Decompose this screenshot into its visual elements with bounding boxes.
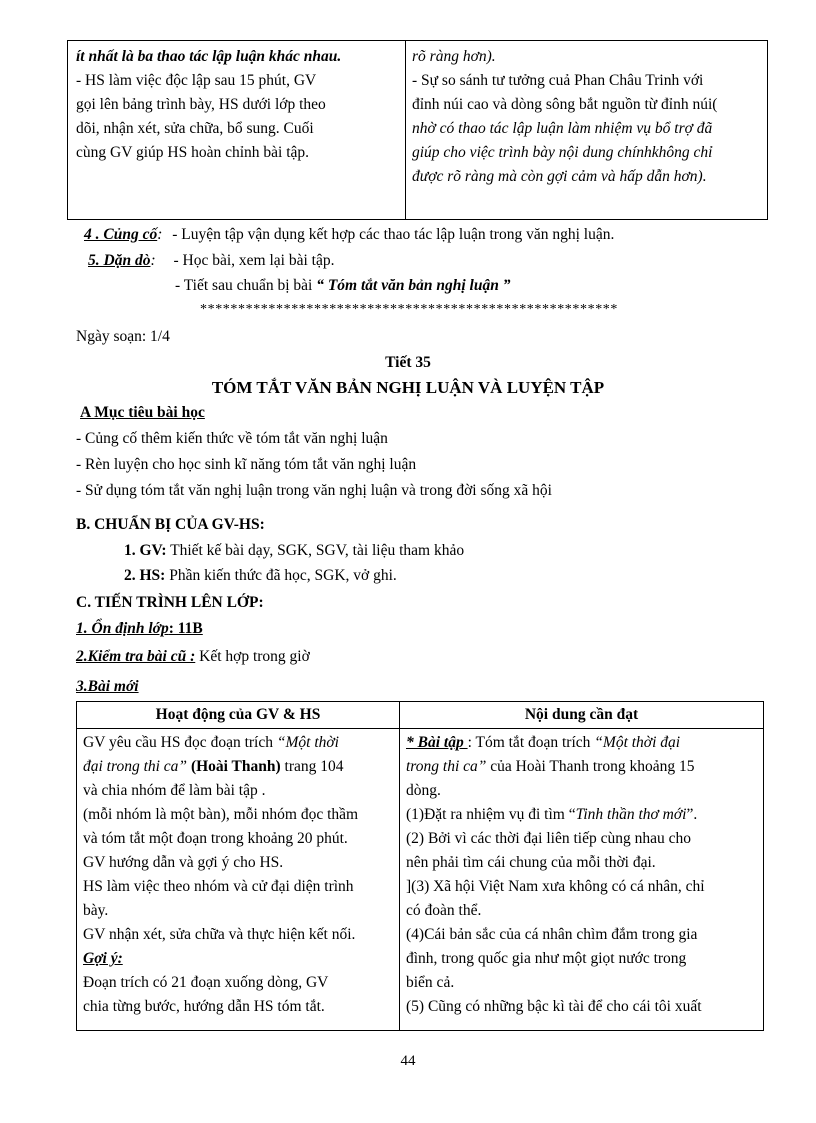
section-b-heading: B. CHUẨN BỊ CỦA GV-HS: [76,516,265,533]
section-b-gv [124,542,464,560]
top-left-line-5: cùng GV giúp HS hoàn chỉnh bài tập. [76,144,310,161]
left-line-4: (mỗi nhóm là một bàn), mỗi nhóm đọc thầm [83,806,359,823]
right-line-8: có đoàn thể. [406,902,482,919]
left-line-2 [83,755,393,779]
left-line-6: GV hướng dẫn và gợi ý cho HS. [83,854,284,871]
right-line-5: (2) Bởi vì các thời đại liên tiếp cùng nhau cho [406,830,691,847]
right-line-4-c: ”. [686,806,698,823]
section-a-item-1: - Củng cố thêm kiến thức về tóm tắt văn nghị luận [76,430,388,447]
top-table-left-cell [68,41,406,220]
separator: ******************************************************* [200,302,618,317]
right-line-2-a: trong thi ca” [406,758,487,775]
section-b-gv-text: Thiết kế bài dạy, SGK, SGV, tài liệu tham khảo [166,542,465,559]
section-b-hs-label: 2. HS: [124,567,166,584]
left-line-10: Gợi ý: [83,950,123,967]
step-1-label: 1. Ổn định lớp [76,620,169,637]
step-2 [76,648,310,666]
section-b-hs-text: Phần kiến thức đã học, SGK, vở ghi. [165,567,397,584]
top-right-line-1: rõ ràng hơn). [412,48,496,65]
left-line-5: và tóm tắt một đoạn trong khoảng 20 phút. [83,830,348,847]
right-line-10: đình, trong quốc gia như một giọt nước trong [406,950,687,967]
right-line-1-label: * Bài tập [406,734,468,751]
section-a-heading: A Mục tiêu bài học [80,404,205,421]
left-line-7: HS làm việc theo nhóm và cử đại diện trình [83,878,354,895]
step-2-value: Kết hợp trong giờ [195,648,310,665]
date-line: Ngày soạn: 1/4 [76,328,170,345]
step-3: 3.Bài mới [76,678,139,695]
homework-text-1: - Học bài, xem lại bài tập. [173,252,335,269]
right-line-1 [406,731,757,755]
top-left-line-4: dõi, nhận xét, sửa chữa, bổ sung. Cuối [76,120,314,137]
right-line-6: nên phải tìm cái chung của mỗi thời đại. [406,854,656,871]
lesson-table-right-cell [400,729,764,1031]
consolidate-text: - Luyện tập vận dụng kết hợp các thao tác lập luận trong văn nghị luận. [172,226,615,243]
top-right-line-3: đỉnh núi cao và dòng sông bắt nguồn từ đỉnh núi( [412,96,718,113]
top-left-line-1: ít nhất là ba thao tác lập luận khác nhau. [76,48,342,65]
top-table [67,40,768,220]
lesson-number: Tiết 35 [385,354,431,371]
right-line-2-b: của Hoài Thanh trong khoảng 15 [486,758,695,775]
left-line-2-b: (Hoài Thanh) [190,758,281,775]
right-line-4-a: (1)Đặt ra nhiệm vụ đi tìm “ [406,806,576,823]
section-a-item-3: - Sử dụng tóm tắt văn nghị luận trong văn nghị luận và trong đời sống xã hội [76,482,552,499]
section-b-gv-label: 1. GV: [124,542,167,559]
left-line-1 [83,731,393,755]
homework-label: 5. Dặn dò [88,252,151,269]
top-right-line-5: giúp cho việc trình bày nội dung chínhkhông chỉ [412,144,713,161]
left-line-2-c: trang 104 [280,758,344,775]
top-left-line-2: - HS làm việc độc lập sau 15 phút, GV [76,72,317,89]
section-a-item-2: - Rèn luyện cho học sinh kĩ năng tóm tắt văn nghị luận [76,456,417,473]
lesson-table [76,701,764,1031]
lesson-table-left-cell [77,729,400,1031]
right-line-4 [406,803,757,827]
left-line-1-b: “Một thời [276,734,339,751]
section-b-hs [124,567,397,585]
lesson-table-header-left: Hoạt động của GV & HS [77,702,400,729]
consolidate-label: 4 . Củng cố [84,226,158,243]
homework-line-1 [88,252,334,270]
right-line-7: ](3) Xã hội Việt Nam xưa không có cá nhân, chỉ [406,878,705,895]
right-line-1-b: “Một thời đại [594,734,681,751]
step-1-value: : 11B [168,620,203,637]
right-line-3: dòng. [406,782,441,799]
consolidate-line [84,226,614,244]
step-2-label: 2.Kiểm tra bài cũ : [76,648,196,665]
left-line-11: Đoạn trích có 21 đoạn xuống dòng, GV [83,974,329,991]
top-right-line-4: nhờ có thao tác lập luận làm nhiệm vụ bổ trợ đã [412,120,713,137]
right-line-9: (4)Cái bản sắc của cá nhân chìm đắm trong gia [406,926,698,943]
lesson-table-header-right: Nội dung cần đạt [400,702,764,729]
right-line-2 [406,755,757,779]
homework-colon: : [150,252,156,269]
right-line-11: biển cả. [406,974,455,991]
left-line-1-a: GV yêu cầu HS đọc đoạn trích [83,734,277,751]
page-number: 44 [400,1053,416,1069]
section-c-heading: C. TIẾN TRÌNH LÊN LỚP: [76,594,264,611]
right-line-4-b: Tinh thần thơ mới [575,806,687,823]
top-left-line-3: gọi lên bảng trình bày, HS dưới lớp theo [76,96,326,113]
lesson-title: TÓM TẮT VĂN BẢN NGHỊ LUẬN VÀ LUYỆN TẬP [211,378,605,397]
homework-title: “ Tóm tắt văn bản nghị luận ” [316,277,511,294]
left-line-12: chia từng bước, hướng dẫn HS tóm tắt. [83,998,325,1015]
consolidate-colon: : [157,226,163,243]
homework-text-2: - Tiết sau chuẩn bị bài [175,277,317,294]
top-table-right-cell [406,41,768,220]
right-line-12: (5) Cũng có những bậc kì tài để cho cái tôi xuất [406,998,702,1015]
step-1 [76,620,203,638]
left-line-9: GV nhận xét, sửa chữa và thực hiện kết nối. [83,926,356,943]
top-right-line-2: - Sự so sánh tư tưởng cuả Phan Châu Trinh với [412,72,704,89]
left-line-8: bày. [83,902,109,919]
left-line-2-a: đại trong thi ca” [83,758,191,775]
right-line-1-a: : Tóm tắt đoạn trích [467,734,595,751]
top-right-line-6: được rõ ràng mà còn gợi cảm và hấp dẫn hơn). [412,168,707,185]
homework-line-2 [175,277,510,295]
left-line-3: và chia nhóm để làm bài tập . [83,782,266,799]
